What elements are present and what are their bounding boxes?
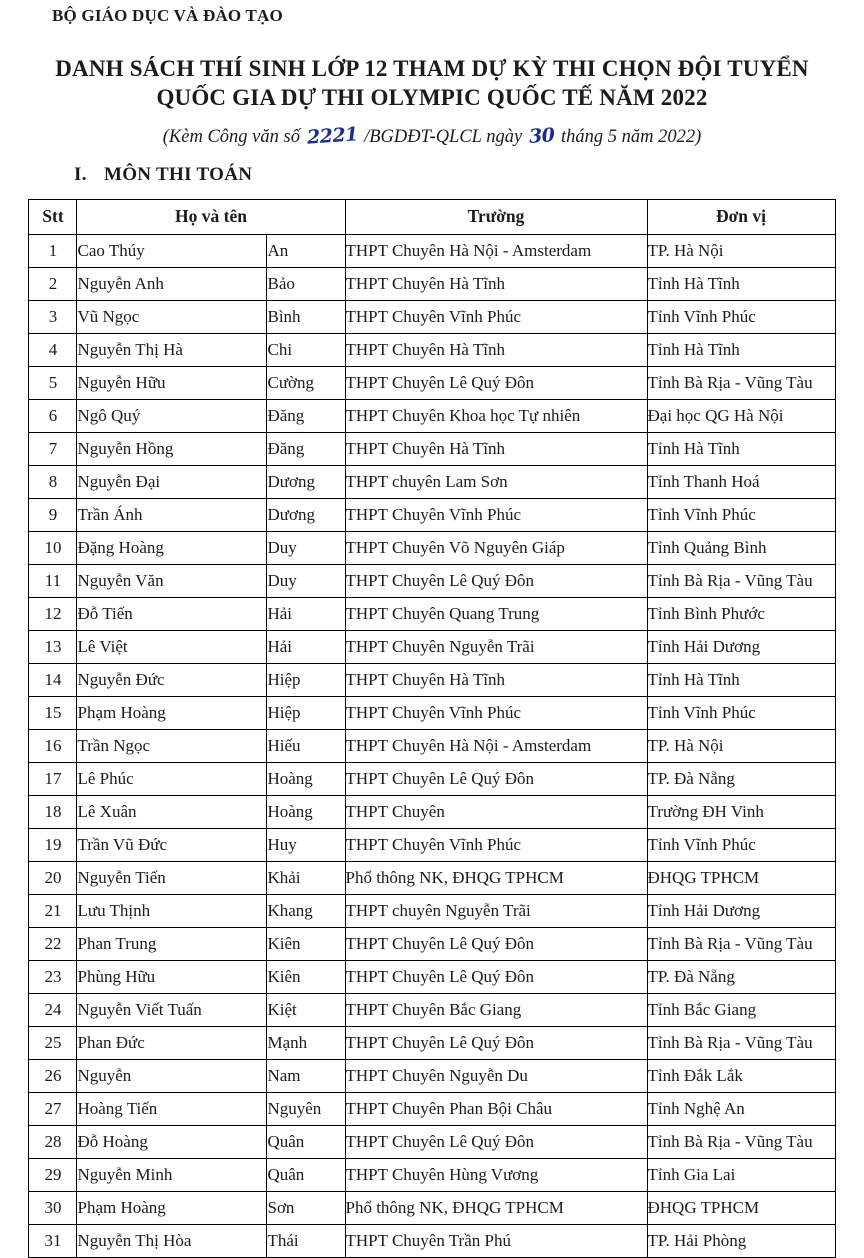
cell-stt: 28 [29, 1125, 77, 1158]
cell-stt: 4 [29, 333, 77, 366]
table-row [29, 696, 835, 729]
cell-stt: 29 [29, 1158, 77, 1191]
cell-donvi: Tỉnh Bình Phước [647, 597, 835, 630]
cell-ho: Nguyễn Đức [77, 663, 267, 696]
table-row [29, 1125, 835, 1158]
cell-ten: Hoàng [267, 795, 345, 828]
cell-stt: 6 [29, 399, 77, 432]
candidates-table [28, 199, 835, 1258]
table-row [29, 333, 835, 366]
table-row [29, 300, 835, 333]
cell-truong: THPT Chuyên Lê Quý Đôn [345, 927, 647, 960]
table-row [29, 597, 835, 630]
table-row [29, 630, 835, 663]
cell-ten: Cường [267, 366, 345, 399]
cell-stt: 14 [29, 663, 77, 696]
cell-truong: THPT Chuyên Vĩnh Phúc [345, 300, 647, 333]
cell-donvi: Tỉnh Nghệ An [647, 1092, 835, 1125]
cell-ten: Chi [267, 333, 345, 366]
page-title [0, 54, 864, 113]
cell-truong: THPT Chuyên Lê Quý Đôn [345, 366, 647, 399]
cell-ten: Hiệp [267, 696, 345, 729]
cell-stt: 13 [29, 630, 77, 663]
cell-ten: Khang [267, 894, 345, 927]
cell-donvi: Tỉnh Hải Dương [647, 894, 835, 927]
table-row [29, 1026, 835, 1059]
cell-ho: Phan Trung [77, 927, 267, 960]
cell-donvi: Tỉnh Bà Rịa - Vũng Tàu [647, 564, 835, 597]
cell-ho: Phan Đức [77, 1026, 267, 1059]
cell-ten: Đăng [267, 399, 345, 432]
cell-donvi: Tỉnh Hà Tĩnh [647, 267, 835, 300]
cell-stt: 15 [29, 696, 77, 729]
cell-truong: THPT chuyên Lam Sơn [345, 465, 647, 498]
cell-ho: Nguyễn Hồng [77, 432, 267, 465]
reference-suffix: tháng 5 năm 2022) [560, 126, 702, 147]
table-row [29, 399, 835, 432]
table-row [29, 927, 835, 960]
reference-middle: /BGDĐT-QLCL ngày [364, 126, 523, 147]
cell-ho: Nguyễn Đại [77, 465, 267, 498]
cell-donvi: Tỉnh Gia Lai [647, 1158, 835, 1191]
cell-donvi: Tỉnh Vĩnh Phúc [647, 828, 835, 861]
cell-ten: Nam [267, 1059, 345, 1092]
table-row [29, 1059, 835, 1092]
cell-ho: Ngô Quý [77, 399, 267, 432]
cell-stt: 12 [29, 597, 77, 630]
cell-ho: Đỗ Hoàng [77, 1125, 267, 1158]
cell-ten: Sơn [267, 1191, 345, 1224]
cell-truong: THPT Chuyên Hà Tĩnh [345, 663, 647, 696]
cell-ten: Bảo [267, 267, 345, 300]
cell-donvi: TP. Hà Nội [647, 729, 835, 762]
table-row [29, 1191, 835, 1224]
cell-ho: Phạm Hoàng [77, 696, 267, 729]
cell-truong: THPT Chuyên Nguyễn Trãi [345, 630, 647, 663]
cell-truong: THPT Chuyên Lê Quý Đôn [345, 960, 647, 993]
cell-ho: Lưu Thịnh [77, 894, 267, 927]
cell-stt: 2 [29, 267, 77, 300]
cell-truong: Phổ thông NK, ĐHQG TPHCM [345, 861, 647, 894]
table-row [29, 366, 835, 399]
table-row [29, 498, 835, 531]
cell-stt: 3 [29, 300, 77, 333]
cell-donvi: Tỉnh Bà Rịa - Vũng Tàu [647, 366, 835, 399]
cell-truong: THPT Chuyên Hà Tĩnh [345, 333, 647, 366]
column-header-school: Trường [345, 199, 647, 234]
cell-ten: Quân [267, 1158, 345, 1191]
cell-truong: THPT Chuyên Hà Tĩnh [345, 432, 647, 465]
ministry-heading: BỘ GIÁO DỤC VÀ ĐÀO TẠO [52, 6, 283, 25]
table-row [29, 1224, 835, 1257]
cell-stt: 16 [29, 729, 77, 762]
cell-donvi: Tỉnh Bắc Giang [647, 993, 835, 1026]
cell-truong: THPT Chuyên Bắc Giang [345, 993, 647, 1026]
cell-stt: 23 [29, 960, 77, 993]
handwritten-day: 30 [528, 124, 556, 148]
reference-prefix: (Kèm Công văn số [162, 126, 300, 147]
cell-ho: Nguyễn Hữu [77, 366, 267, 399]
cell-ho: Trần Vũ Đức [77, 828, 267, 861]
table-row [29, 861, 835, 894]
table-row [29, 267, 835, 300]
table-row [29, 729, 835, 762]
cell-truong: THPT Chuyên Vĩnh Phúc [345, 828, 647, 861]
section-numeral: I. [74, 163, 87, 185]
cell-donvi: Tỉnh Bà Rịa - Vũng Tàu [647, 927, 835, 960]
cell-donvi: Tỉnh Bà Rịa - Vũng Tàu [647, 1125, 835, 1158]
cell-donvi: Tỉnh Bà Rịa - Vũng Tàu [647, 1026, 835, 1059]
cell-truong: THPT Chuyên Vĩnh Phúc [345, 696, 647, 729]
cell-truong: THPT Chuyên Hà Nội - Amsterdam [345, 729, 647, 762]
cell-ten: Hoàng [267, 762, 345, 795]
cell-ten: Duy [267, 564, 345, 597]
cell-ten: Hiếu [267, 729, 345, 762]
cell-ho: Phùng Hữu [77, 960, 267, 993]
cell-truong: THPT Chuyên [345, 795, 647, 828]
section-label: MÔN THI TOÁN [104, 163, 253, 185]
cell-donvi: TP. Đà Nẵng [647, 762, 835, 795]
cell-stt: 7 [29, 432, 77, 465]
cell-donvi: Tỉnh Hà Tĩnh [647, 663, 835, 696]
cell-ho: Đỗ Tiến [77, 597, 267, 630]
table-row [29, 1158, 835, 1191]
cell-donvi: Tỉnh Vĩnh Phúc [647, 696, 835, 729]
cell-donvi: Tỉnh Thanh Hoá [647, 465, 835, 498]
cell-stt: 10 [29, 531, 77, 564]
cell-ho: Lê Việt [77, 630, 267, 663]
cell-stt: 24 [29, 993, 77, 1026]
cell-donvi: Tỉnh Vĩnh Phúc [647, 300, 835, 333]
cell-stt: 20 [29, 861, 77, 894]
cell-ho: Vũ Ngọc [77, 300, 267, 333]
cell-truong: Phổ thông NK, ĐHQG TPHCM [345, 1191, 647, 1224]
column-header-unit: Đơn vị [647, 199, 835, 234]
cell-truong: THPT Chuyên Quang Trung [345, 597, 647, 630]
cell-ho: Nguyễn Anh [77, 267, 267, 300]
cell-ten: Bình [267, 300, 345, 333]
cell-donvi: Tỉnh Hà Tĩnh [647, 333, 835, 366]
cell-stt: 5 [29, 366, 77, 399]
cell-ho: Trần Ánh [77, 498, 267, 531]
cell-truong: THPT chuyên Nguyễn Trãi [345, 894, 647, 927]
cell-ho: Hoàng Tiến [77, 1092, 267, 1125]
cell-ten: Dương [267, 498, 345, 531]
cell-stt: 26 [29, 1059, 77, 1092]
cell-donvi: Tỉnh Đắk Lắk [647, 1059, 835, 1092]
cell-truong: THPT Chuyên Phan Bội Châu [345, 1092, 647, 1125]
cell-donvi: Tỉnh Quảng Bình [647, 531, 835, 564]
column-header-name: Họ và tên [77, 199, 345, 234]
cell-ten: Nguyên [267, 1092, 345, 1125]
cell-ten: Quân [267, 1125, 345, 1158]
cell-stt: 8 [29, 465, 77, 498]
cell-ten: Huy [267, 828, 345, 861]
cell-ho: Nguyễn Thị Hà [77, 333, 267, 366]
cell-donvi: ĐHQG TPHCM [647, 1191, 835, 1224]
cell-ten: An [267, 234, 345, 267]
cell-truong: THPT Chuyên Lê Quý Đôn [345, 1026, 647, 1059]
table-row [29, 894, 835, 927]
cell-truong: THPT Chuyên Vĩnh Phúc [345, 498, 647, 531]
cell-truong: THPT Chuyên Khoa học Tự nhiên [345, 399, 647, 432]
document-reference-line [0, 125, 864, 148]
document-page [0, 6, 864, 1258]
cell-stt: 17 [29, 762, 77, 795]
cell-truong: THPT Chuyên Lê Quý Đôn [345, 762, 647, 795]
cell-stt: 19 [29, 828, 77, 861]
cell-ho: Lê Phúc [77, 762, 267, 795]
cell-donvi: Tỉnh Vĩnh Phúc [647, 498, 835, 531]
cell-ho: Lê Xuân [77, 795, 267, 828]
cell-ten: Kiên [267, 960, 345, 993]
cell-truong: THPT Chuyên Nguyễn Du [345, 1059, 647, 1092]
cell-ho: Cao Thúy [77, 234, 267, 267]
cell-ten: Kiên [267, 927, 345, 960]
cell-donvi: TP. Đà Nẵng [647, 960, 835, 993]
table-row [29, 432, 835, 465]
cell-stt: 30 [29, 1191, 77, 1224]
cell-ten: Mạnh [267, 1026, 345, 1059]
cell-truong: THPT Chuyên Võ Nguyên Giáp [345, 531, 647, 564]
cell-ho: Nguyễn Văn [77, 564, 267, 597]
cell-donvi: Tỉnh Hà Tĩnh [647, 432, 835, 465]
title-line-2: QUỐC GIA DỰ THI OLYMPIC QUỐC TẾ NĂM 2022 [156, 85, 708, 111]
table-row [29, 795, 835, 828]
cell-truong: THPT Chuyên Lê Quý Đôn [345, 564, 647, 597]
cell-ho: Nguyễn Thị Hòa [77, 1224, 267, 1257]
table-row [29, 828, 835, 861]
handwritten-document-number: 2221 [305, 123, 359, 149]
table-row [29, 564, 835, 597]
cell-truong: THPT Chuyên Hà Nội - Amsterdam [345, 234, 647, 267]
cell-ho: Trần Ngọc [77, 729, 267, 762]
table-row [29, 993, 835, 1026]
table-row [29, 762, 835, 795]
section-heading [0, 164, 864, 186]
table-row [29, 531, 835, 564]
cell-stt: 18 [29, 795, 77, 828]
cell-stt: 31 [29, 1224, 77, 1257]
cell-truong: THPT Chuyên Trần Phú [345, 1224, 647, 1257]
cell-stt: 1 [29, 234, 77, 267]
cell-ten: Dương [267, 465, 345, 498]
cell-donvi: Tỉnh Hải Dương [647, 630, 835, 663]
cell-stt: 11 [29, 564, 77, 597]
cell-ho: Nguyễn [77, 1059, 267, 1092]
cell-ten: Đăng [267, 432, 345, 465]
table-row [29, 234, 835, 267]
title-line-1: DANH SÁCH THÍ SINH LỚP 12 THAM DỰ KỲ THI CHỌN ĐỘI TUYỂN [55, 56, 809, 81]
cell-ten: Duy [267, 531, 345, 564]
cell-donvi: TP. Hà Nội [647, 234, 835, 267]
cell-ten: Kiệt [267, 993, 345, 1026]
cell-truong: THPT Chuyên Hùng Vương [345, 1158, 647, 1191]
table-row [29, 1092, 835, 1125]
cell-ho: Đặng Hoàng [77, 531, 267, 564]
cell-donvi: ĐHQG TPHCM [647, 861, 835, 894]
cell-ho: Phạm Hoàng [77, 1191, 267, 1224]
cell-donvi: Trường ĐH Vinh [647, 795, 835, 828]
cell-ten: Hải [267, 630, 345, 663]
table-body [29, 234, 835, 1257]
cell-ten: Thái [267, 1224, 345, 1257]
cell-stt: 9 [29, 498, 77, 531]
cell-stt: 27 [29, 1092, 77, 1125]
cell-donvi: Đại học QG Hà Nội [647, 399, 835, 432]
cell-ten: Khải [267, 861, 345, 894]
cell-donvi: TP. Hải Phòng [647, 1224, 835, 1257]
cell-truong: THPT Chuyên Lê Quý Đôn [345, 1125, 647, 1158]
cell-stt: 21 [29, 894, 77, 927]
column-header-stt: Stt [29, 199, 77, 234]
table-row [29, 960, 835, 993]
cell-ten: Hải [267, 597, 345, 630]
table-header-row [29, 199, 835, 234]
cell-ho: Nguyễn Minh [77, 1158, 267, 1191]
table-row [29, 663, 835, 696]
cell-ho: Nguyễn Tiến [77, 861, 267, 894]
cell-ho: Nguyễn Viết Tuấn [77, 993, 267, 1026]
cell-truong: THPT Chuyên Hà Tĩnh [345, 267, 647, 300]
cell-ten: Hiệp [267, 663, 345, 696]
cell-stt: 22 [29, 927, 77, 960]
table-row [29, 465, 835, 498]
cell-stt: 25 [29, 1026, 77, 1059]
